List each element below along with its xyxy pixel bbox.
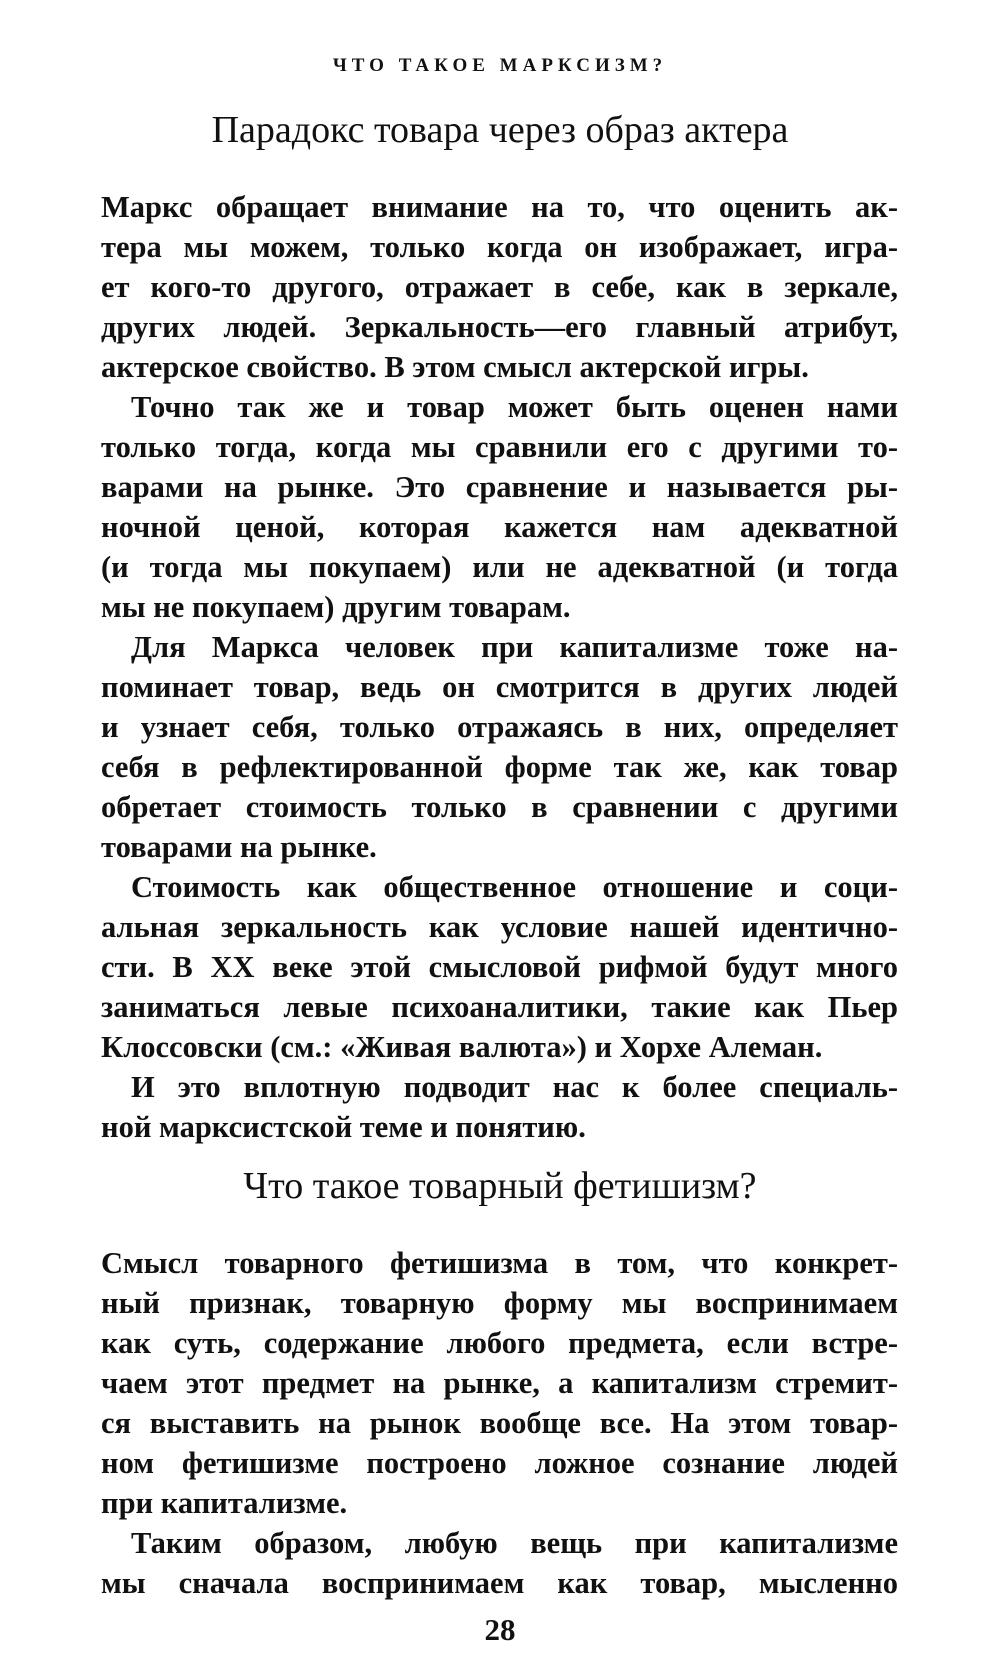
text-line: ный признак, товарную форму мы воспринимаем xyxy=(101,1286,898,1320)
text-line: при капитализме. xyxy=(101,1486,348,1520)
text-line: мы сначала воспринимаем как товар, мысленно xyxy=(101,1566,898,1600)
section-heading-commodity-fetishism: Что такое товарный фетишизм? xyxy=(243,1165,757,1207)
text-line: только тогда, когда мы сравнили его с другими то- xyxy=(101,430,898,464)
running-head: ЧТО ТАКОЕ МАРКСИЗМ? xyxy=(332,55,668,76)
text-line: ном фетишизме построено ложное сознание людей xyxy=(101,1446,898,1480)
text-line: ся выставить на рынок вообще все. На этом товар- xyxy=(101,1406,898,1440)
text-line: Для Маркса человек при капитализме тоже на- xyxy=(131,630,898,664)
text-line: актерское свойство. В этом смысл актерской игры. xyxy=(101,350,809,384)
text-line: Стоимость как общественное отношение и соци- xyxy=(131,870,898,904)
text-line: себя в рефлектированной форме так же, как товар xyxy=(101,750,898,784)
text-line: (и тогда мы покупаем) или не адекватной (и тогда xyxy=(101,550,898,584)
text-line: товарами на рынке. xyxy=(101,830,377,864)
text-line: тера мы можем, только когда он изображает, игра- xyxy=(101,230,898,264)
text-line: других людей. Зеркальность—его главный атрибут, xyxy=(101,310,898,344)
text-line: и узнает себя, только отражаясь в них, определяет xyxy=(101,710,898,744)
text-line: варами на рынке. Это сравнение и называется ры- xyxy=(101,470,898,504)
text-line: Точно так же и товар может быть оценен нами xyxy=(131,390,898,424)
text-line: обретает стоимость только в сравнении с другими xyxy=(101,790,898,824)
text-line: Таким образом, любую вещь при капитализме xyxy=(131,1526,898,1560)
text-line: ной марксистской теме и понятию. xyxy=(101,1110,586,1144)
text-line: Маркс обращает внимание на то, что оценить ак- xyxy=(101,190,898,224)
text-line: мы не покупаем) другим товарам. xyxy=(101,590,571,624)
section-heading-commodity-paradox: Парадокс товара через образ актера xyxy=(211,109,789,151)
text-line: И это вплотную подводит нас к более специаль- xyxy=(131,1070,898,1104)
text-line: ночной ценой, которая кажется нам адекватной xyxy=(101,510,898,544)
text-line: как суть, содержание любого предмета, если встре- xyxy=(101,1326,898,1360)
text-line: Смысл товарного фетишизма в том, что конкрет- xyxy=(101,1246,898,1280)
section-body-commodity-paradox xyxy=(101,187,898,1147)
text-line: ет кого-то другого, отражает в себе, как в зеркале, xyxy=(101,270,898,304)
text-line: Клоссовски (см.: «Живая валюта») и Хорхе Алеман. xyxy=(101,1030,823,1064)
text-line: заниматься левые психоаналитики, такие как Пьер xyxy=(101,990,898,1024)
page-number: 28 xyxy=(484,1612,516,1647)
section-body-commodity-fetishism xyxy=(101,1243,898,1603)
text-line: поминает товар, ведь он смотрится в других людей xyxy=(101,670,898,704)
text-line: чаем этот предмет на рынке, а капитализм стремит- xyxy=(101,1366,898,1400)
text-line: альная зеркальность как условие нашей идентично- xyxy=(101,910,898,944)
text-line: сти. В XX веке этой смысловой рифмой будут много xyxy=(101,950,898,984)
